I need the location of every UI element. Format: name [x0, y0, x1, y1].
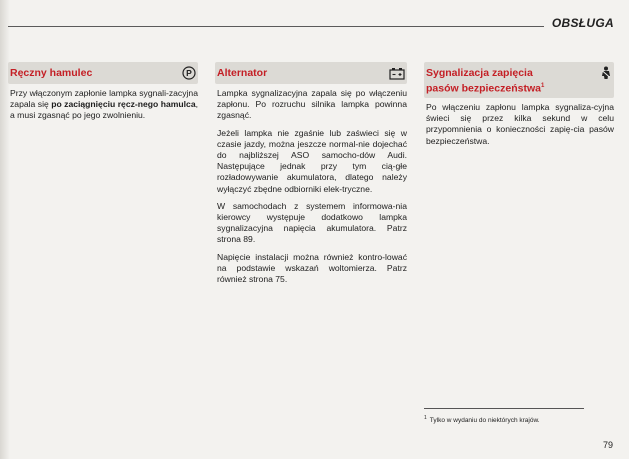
section-heading	[8, 62, 198, 84]
page-number: 79	[602, 440, 613, 450]
battery-icon	[389, 66, 405, 88]
section-paragraph	[8, 88, 198, 122]
page-header-title: OBSŁUGA	[551, 16, 614, 30]
paragraph-text: Przy włączonym zapłonie lampka sygnali-zacyjna zapala się	[10, 88, 198, 110]
paragraph-text: , a musi zgasnąć po jego zwolnieniu.	[10, 99, 198, 121]
footnote-rule	[424, 408, 584, 409]
section-heading	[424, 62, 614, 98]
section-heading	[215, 62, 407, 84]
section-parking-brake	[8, 62, 198, 128]
svg-text:P: P	[186, 68, 192, 79]
section-paragraph: Po włączeniu zapłonu lampka sygnaliza-cyjna świeci się przez kilka sekund w celu przypomnienia o konieczności zapię-cia pasów bezpieczeństwa.	[426, 102, 614, 146]
section-title: Ręczny hamulec	[10, 67, 93, 79]
footnote-marker: 1	[424, 415, 427, 421]
paragraph-bold-text: po zaciągnięciu ręcz-nego hamulca	[51, 99, 196, 110]
footnote	[424, 415, 540, 424]
footnote-text: Tylko w wydaniu do niektórych krajów.	[429, 417, 540, 425]
section-alternator	[215, 62, 407, 291]
section-paragraph: Lampka sygnalizacyjna zapala się po włączeniu zapłonu. Po rozruchu silnika lampka powinna zgasnąć.	[217, 88, 407, 121]
header-rule	[8, 26, 544, 27]
parking-brake-icon	[182, 66, 196, 88]
section-paragraph: Napięcie instalacji można również kontro-lować na podstawie wskazań woltomierza. Patrz również strona 75.	[217, 251, 407, 285]
seatbelt-icon	[600, 66, 612, 84]
section-seatbelt-warning	[424, 62, 614, 153]
section-paragraph: W samochodach z systemem informowa-nia kierowcy występuje dodatkowo lampka sygnalizacyjna napięcia akumulatora. Patrz strona 89.	[217, 200, 407, 245]
footnote-marker: 1	[540, 83, 545, 89]
section-title: Alternator	[217, 67, 268, 79]
section-title-line1: Sygnalizacja zapięcia	[426, 67, 533, 79]
section-paragraph: Jeżeli lampka nie zgaśnie lub zaświeci się w czasie jazdy, można jeszcze normal-nie dojechać do najbliższej ASO samocho-dów Audi. Następujące jednak przy tym cią-głe rozładowywanie akumulatora, dlatego należy wyłączyć zbędne odbiorniki elek-tryczne.	[217, 127, 407, 194]
section-title-line2: pasów bezpieczeństwa	[426, 82, 541, 95]
